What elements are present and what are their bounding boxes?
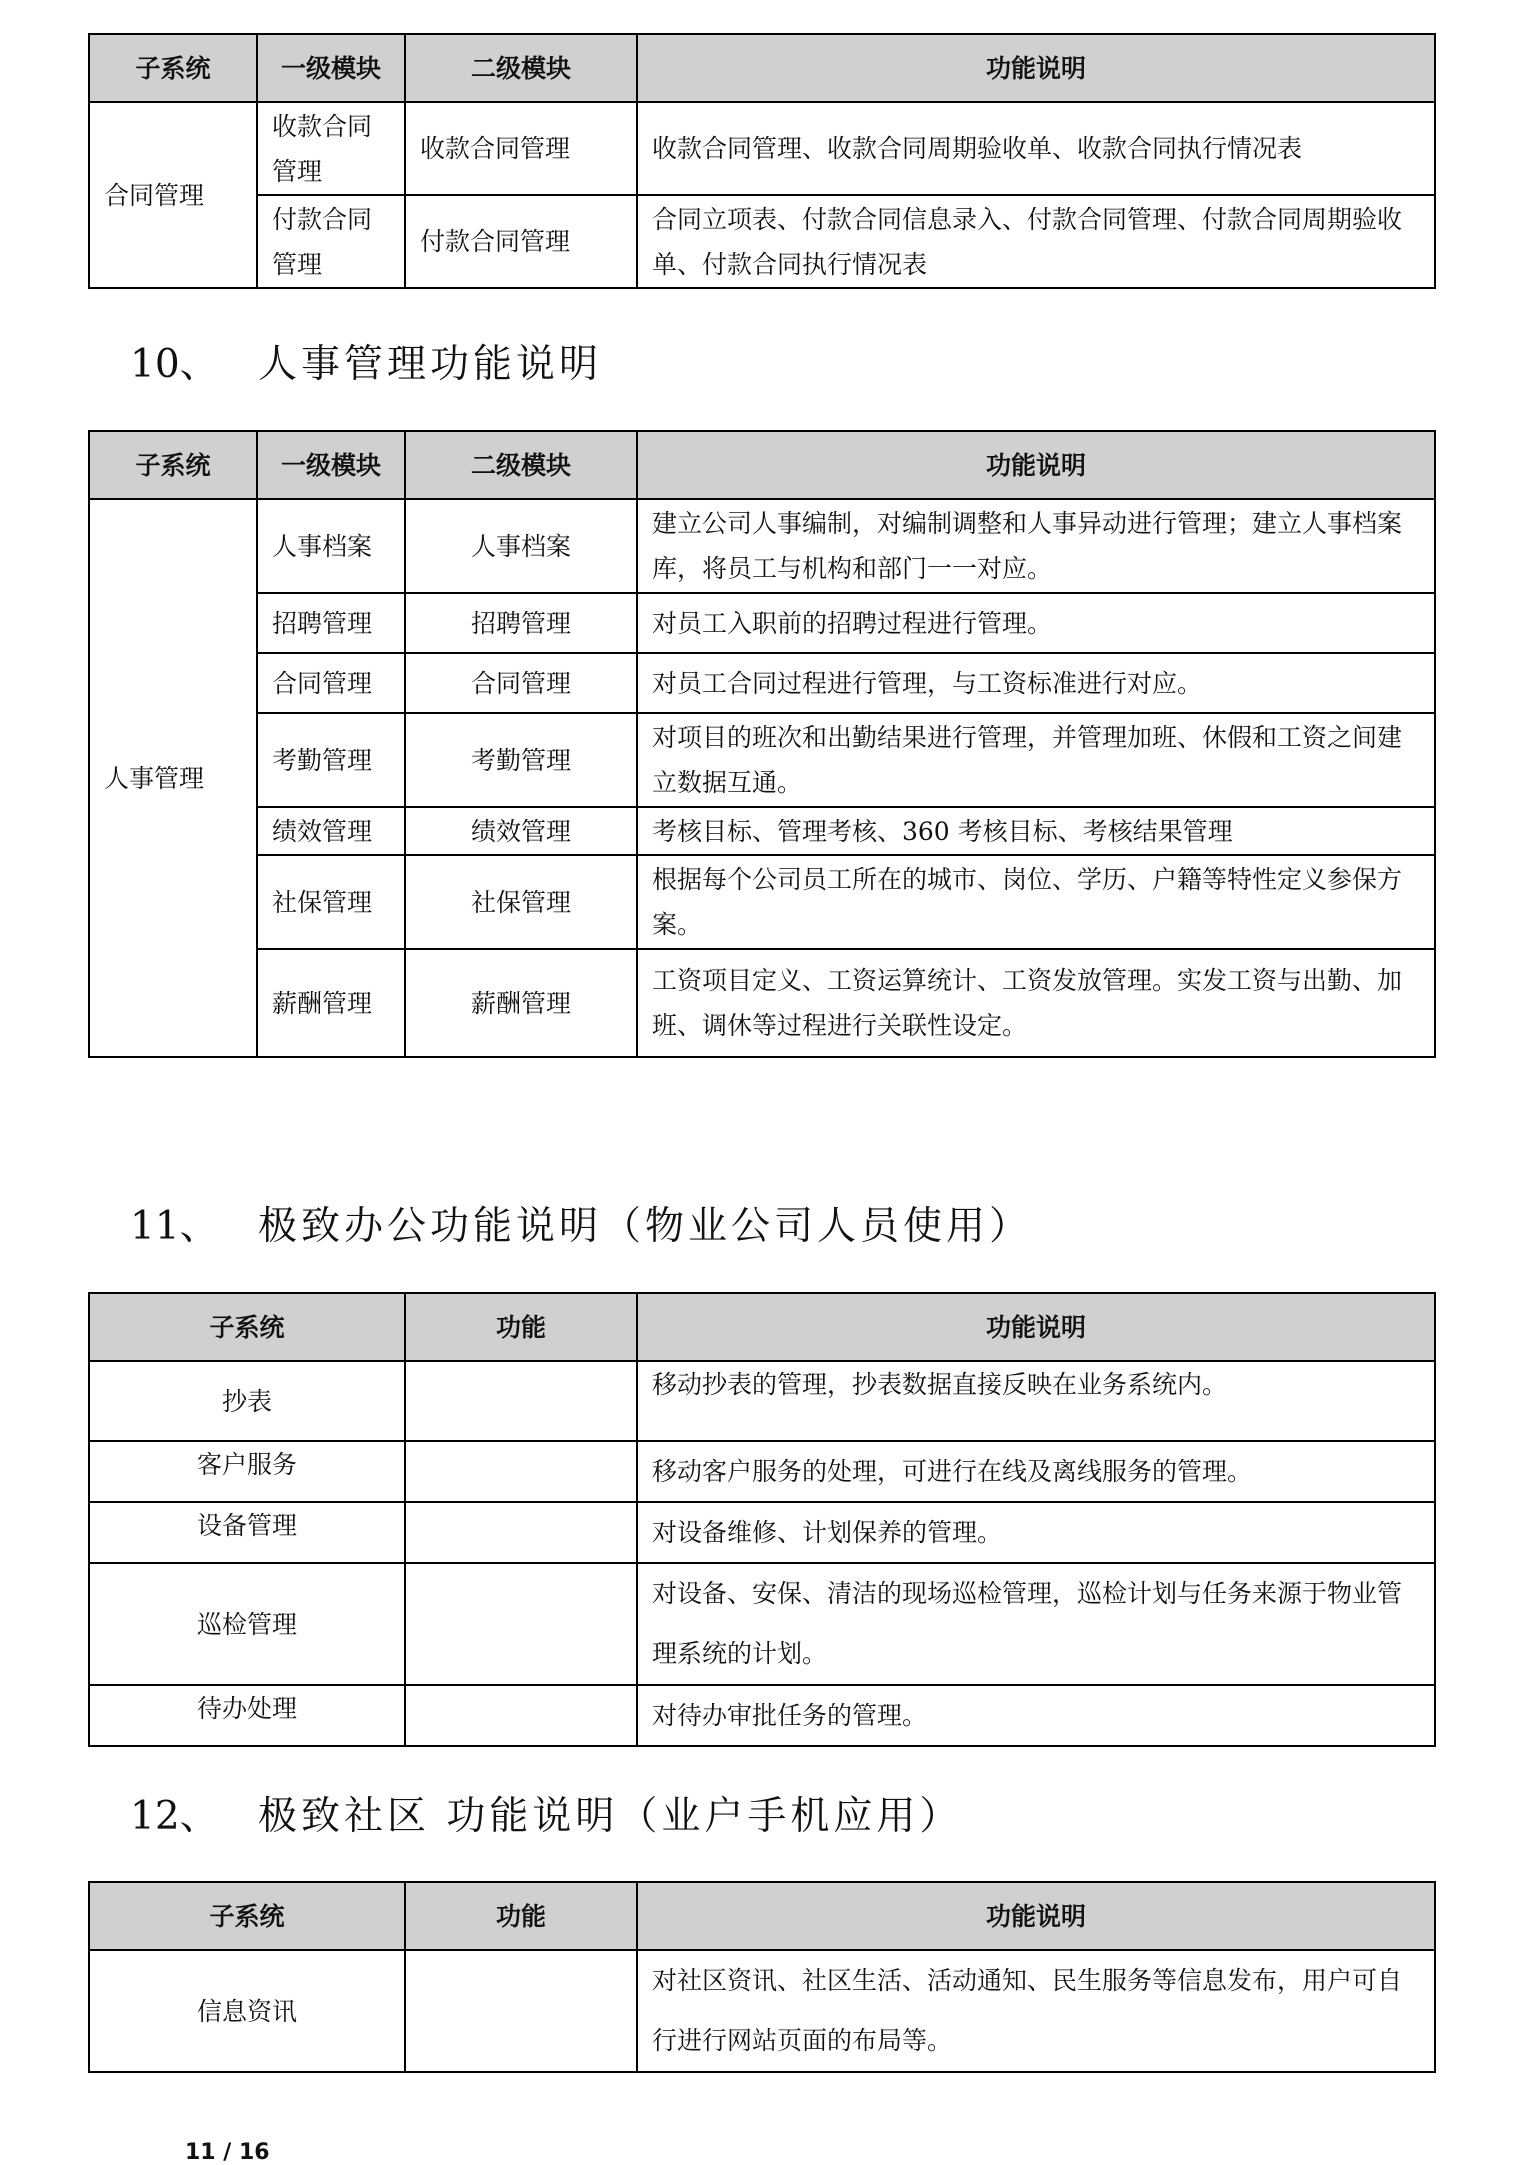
- description-cell: 工资项目定义、工资运算统计、工资发放管理。实发工资与出勤、加班、调休等过程进行关联性设定。: [637, 949, 1435, 1057]
- header-description: 功能说明: [637, 431, 1435, 499]
- section-heading-10: [130, 333, 602, 389]
- header-description: 功能说明: [637, 1293, 1435, 1361]
- table-row: [89, 1563, 1435, 1685]
- section-title: 极致办公功能说明（物业公司人员使用）: [258, 1204, 1033, 1249]
- subsystem-cell: 设备管理: [89, 1502, 405, 1563]
- description-cell: 对项目的班次和出勤结果进行管理，并管理加班、休假和工资之间建立数据互通。: [637, 713, 1435, 807]
- description-cell: 对设备、安保、清洁的现场巡检管理，巡检计划与任务来源于物业管理系统的计划。: [637, 1563, 1435, 1685]
- header-level1: 一级模块: [257, 34, 405, 102]
- description-cell: 对员工入职前的招聘过程进行管理。: [637, 593, 1435, 653]
- table-header-row: [89, 34, 1435, 102]
- description-cell: 建立公司人事编制，对编制调整和人事异动进行管理；建立人事档案库，将员工与机构和部门一一对应。: [637, 499, 1435, 593]
- level1-cell: 薪酬管理: [257, 949, 405, 1057]
- table-row: [89, 102, 1435, 195]
- table-row: [89, 593, 1435, 653]
- table-row: [89, 1361, 1435, 1441]
- header-function: 功能: [405, 1882, 637, 1950]
- subsystem-cell: 抄表: [89, 1361, 405, 1441]
- function-cell: [405, 1361, 637, 1441]
- table-header-row: [89, 1293, 1435, 1361]
- level2-cell: 收款合同管理: [405, 102, 637, 195]
- level2-cell: 薪酬管理: [405, 949, 637, 1057]
- section-number: 10、: [130, 342, 219, 387]
- table-row: [89, 713, 1435, 807]
- level2-cell: 人事档案: [405, 499, 637, 593]
- level1-cell: 付款合同管理: [257, 195, 405, 288]
- level2-cell: 绩效管理: [405, 807, 637, 855]
- header-description: 功能说明: [637, 1882, 1435, 1950]
- table-row: [89, 1685, 1435, 1746]
- table-row: [89, 949, 1435, 1057]
- header-description: 功能说明: [637, 34, 1435, 102]
- header-subsystem: 子系统: [89, 431, 257, 499]
- description-cell: 考核目标、管理考核、360 考核目标、考核结果管理: [637, 807, 1435, 855]
- section-heading-12: [130, 1785, 962, 1841]
- description-cell: 对员工合同过程进行管理，与工资标准进行对应。: [637, 653, 1435, 713]
- hr-table: [88, 430, 1436, 1058]
- page-number: 11 / 16: [185, 2140, 270, 2165]
- header-subsystem: 子系统: [89, 34, 257, 102]
- section-number: 11、: [130, 1204, 219, 1249]
- section-heading-11: [130, 1195, 1032, 1251]
- table-row: [89, 653, 1435, 713]
- level2-cell: 考勤管理: [405, 713, 637, 807]
- header-level2: 二级模块: [405, 431, 637, 499]
- subsystem-cell: 人事管理: [89, 499, 257, 1057]
- subsystem-cell: 客户服务: [89, 1441, 405, 1502]
- level1-cell: 考勤管理: [257, 713, 405, 807]
- level1-cell: 绩效管理: [257, 807, 405, 855]
- header-level2: 二级模块: [405, 34, 637, 102]
- contract-table: [88, 33, 1436, 289]
- subsystem-cell: 待办处理: [89, 1685, 405, 1746]
- level1-cell: 社保管理: [257, 855, 405, 949]
- table-row: [89, 807, 1435, 855]
- description-cell: 移动客户服务的处理，可进行在线及离线服务的管理。: [637, 1441, 1435, 1502]
- function-cell: [405, 1563, 637, 1685]
- description-cell: 对设备维修、计划保养的管理。: [637, 1502, 1435, 1563]
- level2-cell: 招聘管理: [405, 593, 637, 653]
- section-number: 12、: [130, 1794, 219, 1839]
- subsystem-cell: 巡检管理: [89, 1563, 405, 1685]
- table-row: [89, 195, 1435, 288]
- level1-cell: 招聘管理: [257, 593, 405, 653]
- table-row: [89, 1950, 1435, 2072]
- header-subsystem: 子系统: [89, 1882, 405, 1950]
- table-header-row: [89, 431, 1435, 499]
- level2-cell: 社保管理: [405, 855, 637, 949]
- table-row: [89, 1441, 1435, 1502]
- table-row: [89, 1502, 1435, 1563]
- description-cell: 收款合同管理、收款合同周期验收单、收款合同执行情况表: [637, 102, 1435, 195]
- description-cell: 移动抄表的管理，抄表数据直接反映在业务系统内。: [637, 1361, 1435, 1441]
- table-row: [89, 855, 1435, 949]
- subsystem-cell: 信息资讯: [89, 1950, 405, 2072]
- level1-cell: 合同管理: [257, 653, 405, 713]
- level2-cell: 合同管理: [405, 653, 637, 713]
- description-cell: 合同立项表、付款合同信息录入、付款合同管理、付款合同周期验收单、付款合同执行情况表: [637, 195, 1435, 288]
- table-row: [89, 499, 1435, 593]
- community-table: [88, 1881, 1436, 2073]
- section-title: 人事管理功能说明: [258, 342, 603, 387]
- header-function: 功能: [405, 1293, 637, 1361]
- description-cell: 对待办审批任务的管理。: [637, 1685, 1435, 1746]
- function-cell: [405, 1441, 637, 1502]
- subsystem-cell: 合同管理: [89, 102, 257, 288]
- function-cell: [405, 1685, 637, 1746]
- description-cell: 根据每个公司员工所在的城市、岗位、学历、户籍等特性定义参保方案。: [637, 855, 1435, 949]
- section-title: 极致社区 功能说明（业户手机应用）: [258, 1794, 963, 1839]
- level1-cell: 收款合同管理: [257, 102, 405, 195]
- description-cell: 对社区资讯、社区生活、活动通知、民生服务等信息发布，用户可自行进行网站页面的布局等。: [637, 1950, 1435, 2072]
- table-header-row: [89, 1882, 1435, 1950]
- header-subsystem: 子系统: [89, 1293, 405, 1361]
- function-cell: [405, 1502, 637, 1563]
- function-cell: [405, 1950, 637, 2072]
- office-table: [88, 1292, 1436, 1747]
- header-level1: 一级模块: [257, 431, 405, 499]
- level2-cell: 付款合同管理: [405, 195, 637, 288]
- level1-cell: 人事档案: [257, 499, 405, 593]
